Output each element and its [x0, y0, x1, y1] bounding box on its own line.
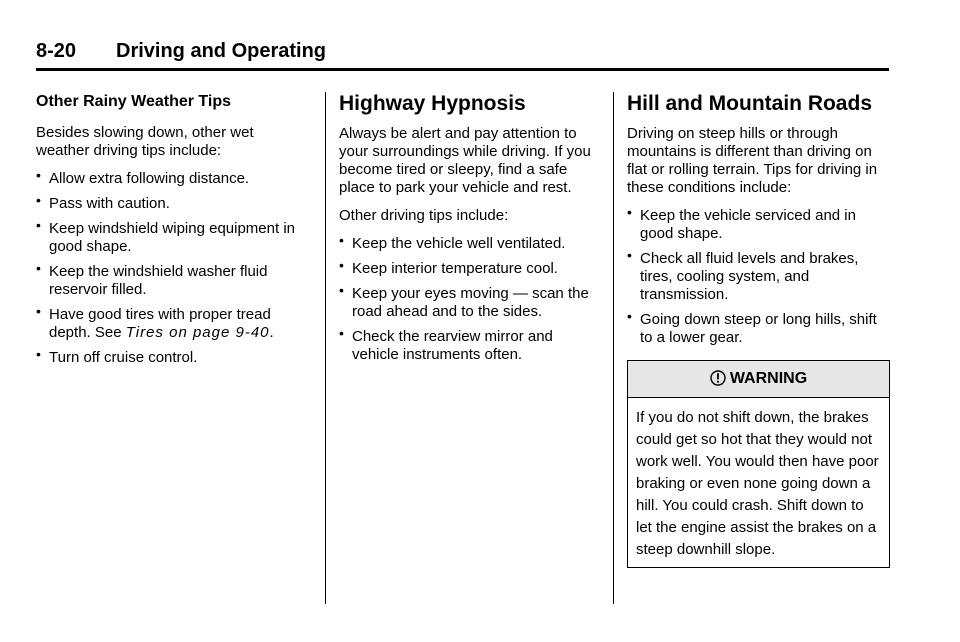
- list-item: • Keep interior temperature cool.: [339, 257, 558, 277]
- tips-list: [36, 167, 308, 367]
- column-rainy-weather: [36, 92, 308, 374]
- bullet-icon: •: [339, 232, 344, 248]
- list-item: • Going down steep or long hills, shift to a lower gear.: [627, 308, 877, 346]
- bullet-icon: •: [36, 260, 41, 276]
- section-title: Driving and Operating: [116, 40, 327, 62]
- tips-list: [627, 204, 890, 347]
- bullet-icon: •: [36, 303, 41, 319]
- warning-header: [628, 361, 889, 398]
- page-header: [36, 38, 889, 71]
- bullet-icon: •: [36, 167, 41, 183]
- list-item: • Keep the vehicle serviced and in good shape.: [627, 204, 856, 242]
- list-item: • Allow extra following distance.: [36, 167, 250, 187]
- warning-text: If you do not shift down, the brakes could get so hot that they would not work well. You would then have poor braking or even none going down a hill. You could crash. Shift down to let the engine assist the brakes on a steep downhill slope.: [636, 409, 879, 558]
- list-item: • Keep windshield wiping equipment in good shape.: [36, 217, 295, 255]
- list-item: • Keep the windshield washer fluid reservoir filled.: [36, 260, 268, 298]
- intro-paragraph: Driving on steep hills or through mountains is different than driving on flat or rolling terrain. Tips for driving in these conditions include:: [627, 125, 878, 196]
- list-item: • Check all fluid levels and brakes, tires, cooling system, and transmission.: [627, 247, 859, 303]
- list-item: • Turn off cruise control.: [36, 346, 198, 366]
- page-number: 8-20: [36, 40, 77, 62]
- cross-reference-link[interactable]: Tires on page 9-40: [125, 324, 270, 341]
- list-item: • Keep the vehicle well ventilated.: [339, 232, 566, 252]
- intro-paragraph: Besides slowing down, other wet weather driving tips include:: [36, 124, 254, 159]
- bullet-icon: •: [627, 204, 632, 220]
- list-item: • Pass with caution.: [36, 192, 170, 212]
- bullet-icon: •: [36, 346, 41, 362]
- warning-title: WARNING: [729, 370, 808, 387]
- bullet-icon: •: [339, 325, 344, 341]
- column-divider: [613, 92, 614, 604]
- column-highway-hypnosis: [339, 92, 601, 371]
- section-heading: Highway Hypnosis: [339, 92, 526, 115]
- bullet-icon: •: [627, 247, 632, 263]
- column-hill-mountain-roads: [627, 92, 890, 568]
- warning-box: [627, 360, 890, 568]
- column-divider: [325, 92, 326, 604]
- tips-list: [339, 232, 601, 364]
- bullet-icon: •: [627, 308, 632, 324]
- paragraph: Other driving tips include:: [339, 207, 509, 224]
- paragraph: Always be alert and pay attention to your surroundings while driving. If you become tired or sleepy, find a safe place to park your vehicle and rest.: [339, 125, 591, 196]
- section-heading: Other Rainy Weather Tips: [36, 93, 232, 110]
- section-heading: Hill and Mountain Roads: [627, 92, 872, 115]
- bullet-icon: •: [36, 217, 41, 233]
- list-item: • Check the rearview mirror and vehicle instruments often.: [339, 325, 553, 363]
- bullet-icon: •: [339, 257, 344, 273]
- bullet-icon: •: [36, 192, 41, 208]
- list-item: • Keep your eyes moving — scan the road ahead and to the sides.: [339, 282, 589, 320]
- bullet-icon: •: [339, 282, 344, 298]
- list-item: • Have good tires with proper tread depth. See Tires on page 9-40.: [36, 303, 274, 341]
- warning-icon: [710, 364, 726, 400]
